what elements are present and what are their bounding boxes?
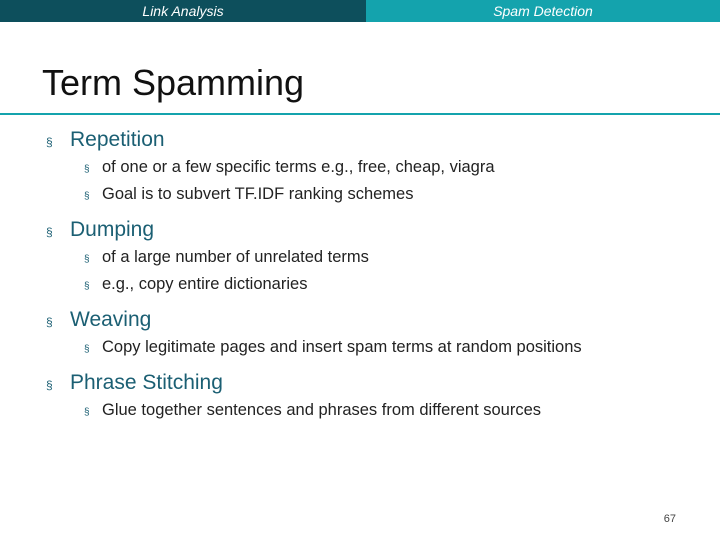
bullet-icon: § [84,407,90,418]
bullet-phrase-stitching [46,371,706,401]
bullet-list [46,128,706,428]
header-right-tab: Spam Detection [366,0,720,22]
bullet-icon: § [84,281,90,292]
sub-bullet-text: e.g., copy entire dictionaries [102,275,308,293]
bullet-repetition [46,128,706,158]
slide-title: Term Spamming [42,62,305,103]
page-number: 67 [663,513,676,525]
bullet-icon: § [84,191,90,202]
title-divider [0,113,720,115]
bullet-label: Repetition [70,128,165,151]
bullet-icon: § [84,164,90,175]
bullet-icon: § [46,378,53,392]
header-bar [0,0,720,22]
sub-bullet-text: of one or a few specific terms e.g., free, cheap, viagra [102,158,495,176]
sub-bullet-text: Glue together sentences and phrases from different sources [102,401,542,419]
sub-bullet-text: Goal is to subvert TF.IDF ranking schemes [102,185,414,203]
bullet-icon: § [46,315,53,329]
bullet-label: Phrase Stitching [70,371,223,394]
bullet-label: Weaving [70,308,152,331]
sub-bullet-text: Copy legitimate pages and insert spam terms at random positions [102,338,582,356]
sub-bullet [84,338,706,365]
sub-bullet [84,248,706,275]
sub-bullet [84,185,706,212]
bullet-icon: § [84,254,90,265]
bullet-label: Dumping [70,218,155,241]
sub-bullet [84,158,706,185]
bullet-weaving [46,308,706,338]
bullet-icon: § [46,225,53,239]
bullet-icon: § [84,344,90,355]
sub-bullet [84,275,706,302]
bullet-dumping [46,218,706,248]
sub-bullet [84,401,706,428]
header-left-tab: Link Analysis [0,0,366,22]
bullet-icon: § [46,135,53,149]
sub-bullet-text: of a large number of unrelated terms [102,248,369,266]
